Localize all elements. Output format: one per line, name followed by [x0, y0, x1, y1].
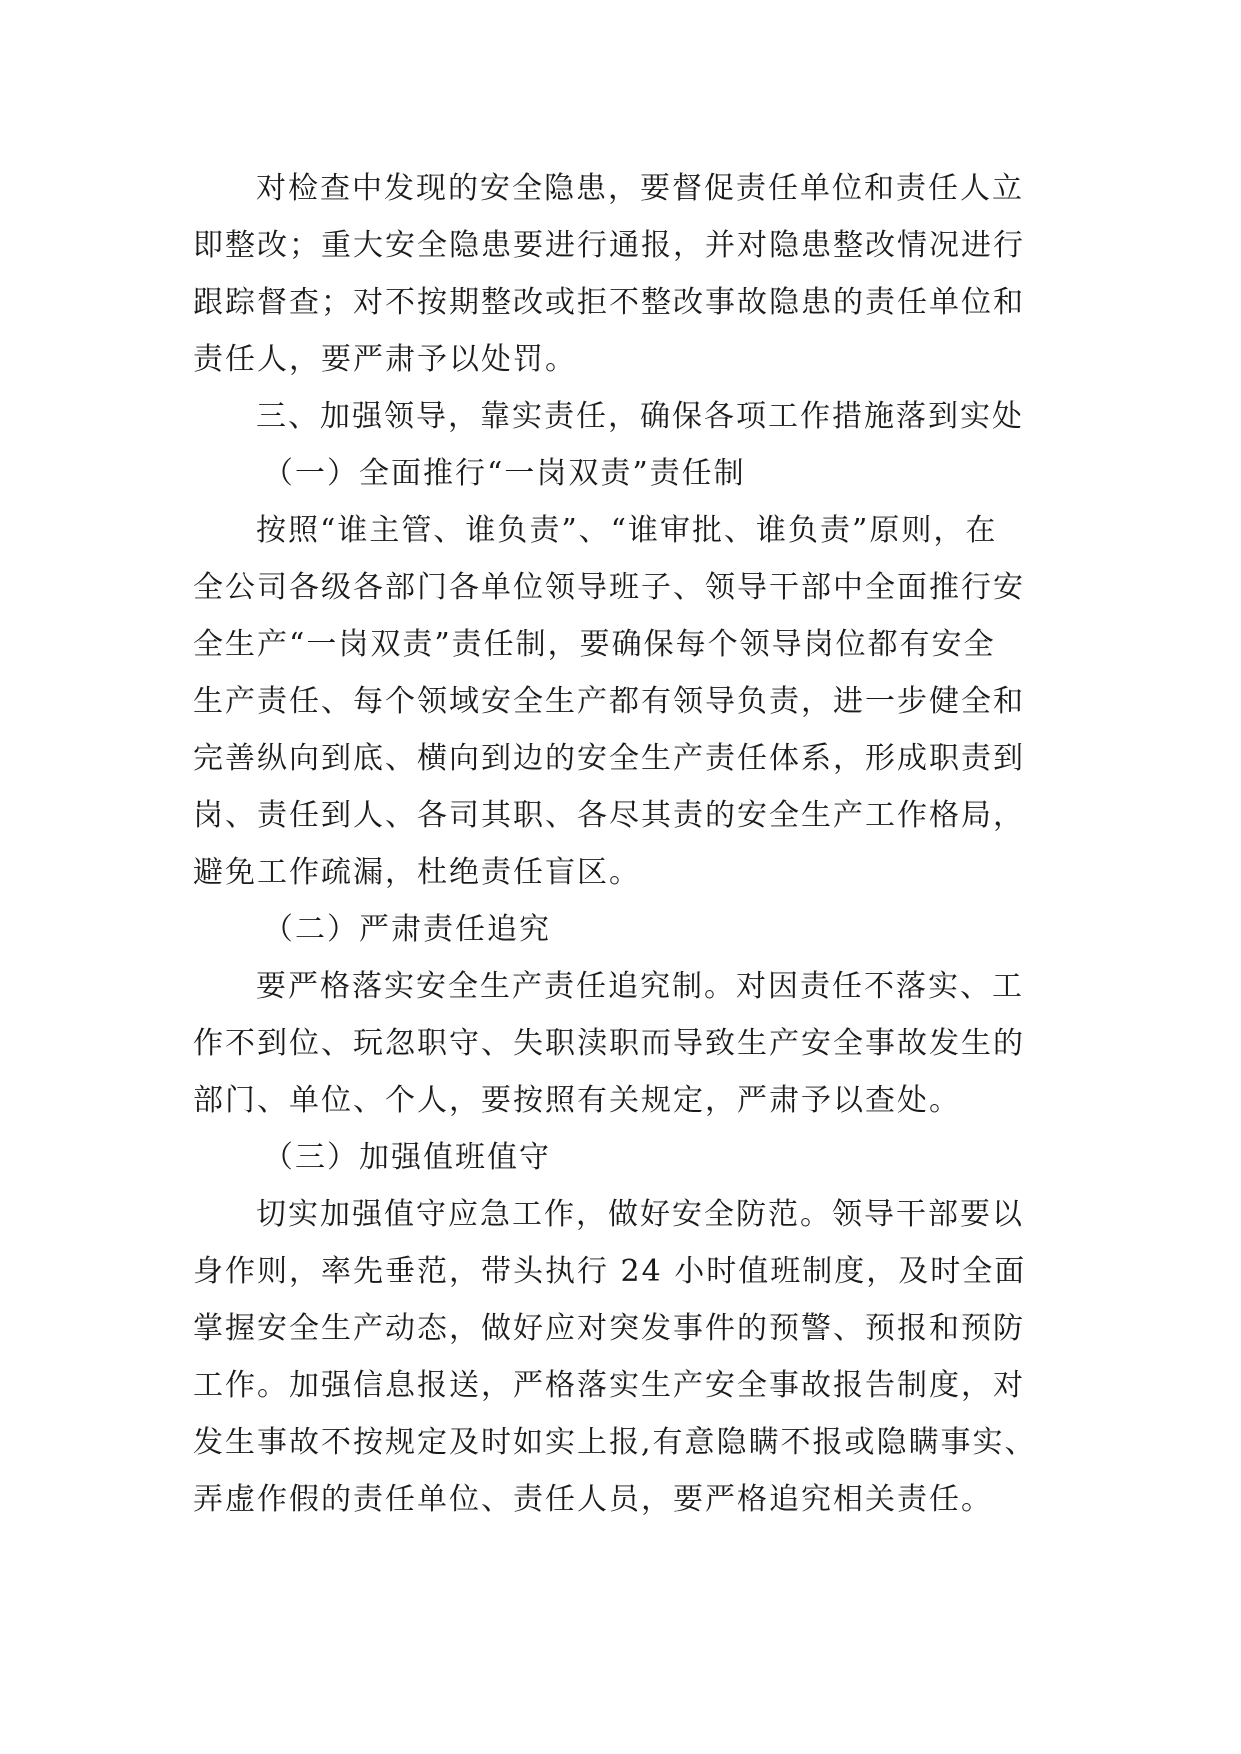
text-line: 作不到位、玩忽职守、失职渎职而导致生产安全事故发生的: [193, 1026, 1025, 1061]
text-line: 身作则，率先垂范，带头执行 24 小时值班制度，及时全面: [193, 1254, 1027, 1289]
text-line: 工作。加强信息报送，严格落实生产安全事故报告制度，对: [193, 1368, 1025, 1403]
subsection-heading: （三）加强值班值守: [263, 1140, 551, 1175]
text-line: 掌握安全生产动态，做好应对突发事件的预警、预报和预防: [193, 1311, 1025, 1346]
section-heading: 三、加强领导，靠实责任，确保各项工作措施落到实处: [256, 399, 1024, 434]
text-line: 生产责任、每个领域安全生产都有领导负责，进一步健全和: [193, 684, 1025, 719]
subsection-heading: （二）严肃责任追究: [263, 912, 551, 947]
text-line: 对检查中发现的安全隐患，要督促责任单位和责任人立: [256, 171, 1024, 206]
text-line: 避免工作疏漏，杜绝责任盲区。: [193, 855, 641, 890]
text-line: 责任人，要严肃予以处罚。: [193, 342, 577, 377]
text-line: 全生产“一岗双责”责任制，要确保每个领导岗位都有安全: [193, 627, 996, 662]
document-body: [193, 160, 1053, 1528]
text-line: 部门、单位、个人，要按照有关规定，严肃予以查处。: [193, 1083, 961, 1118]
text-line: 全公司各级各部门各单位领导班子、领导干部中全面推行安: [193, 570, 1025, 605]
subsection-heading: （一）全面推行“一岗双责”责任制: [263, 456, 746, 491]
text-line: 完善纵向到底、横向到边的安全生产责任体系，形成职责到: [193, 741, 1025, 776]
text-line: 即整改；重大安全隐患要进行通报，并对隐患整改情况进行: [193, 228, 1025, 263]
text-line: 发生事故不按规定及时如实上报,有意隐瞒不报或隐瞒事实、: [193, 1425, 1037, 1460]
text-line: 跟踪督查；对不按期整改或拒不整改事故隐患的责任单位和: [193, 285, 1025, 320]
text-line: 岗、责任到人、各司其职、各尽其责的安全生产工作格局，: [193, 798, 1025, 833]
text-line: 按照“谁主管、谁负责”、“谁审批、谁负责”原则，在: [256, 513, 998, 548]
text-line: 要严格落实安全生产责任追究制。对因责任不落实、工: [256, 969, 1024, 1004]
text-line: 弄虚作假的责任单位、责任人员，要严格追究相关责任。: [193, 1482, 993, 1517]
text-line: 切实加强值守应急工作，做好安全防范。领导干部要以: [256, 1197, 1024, 1232]
